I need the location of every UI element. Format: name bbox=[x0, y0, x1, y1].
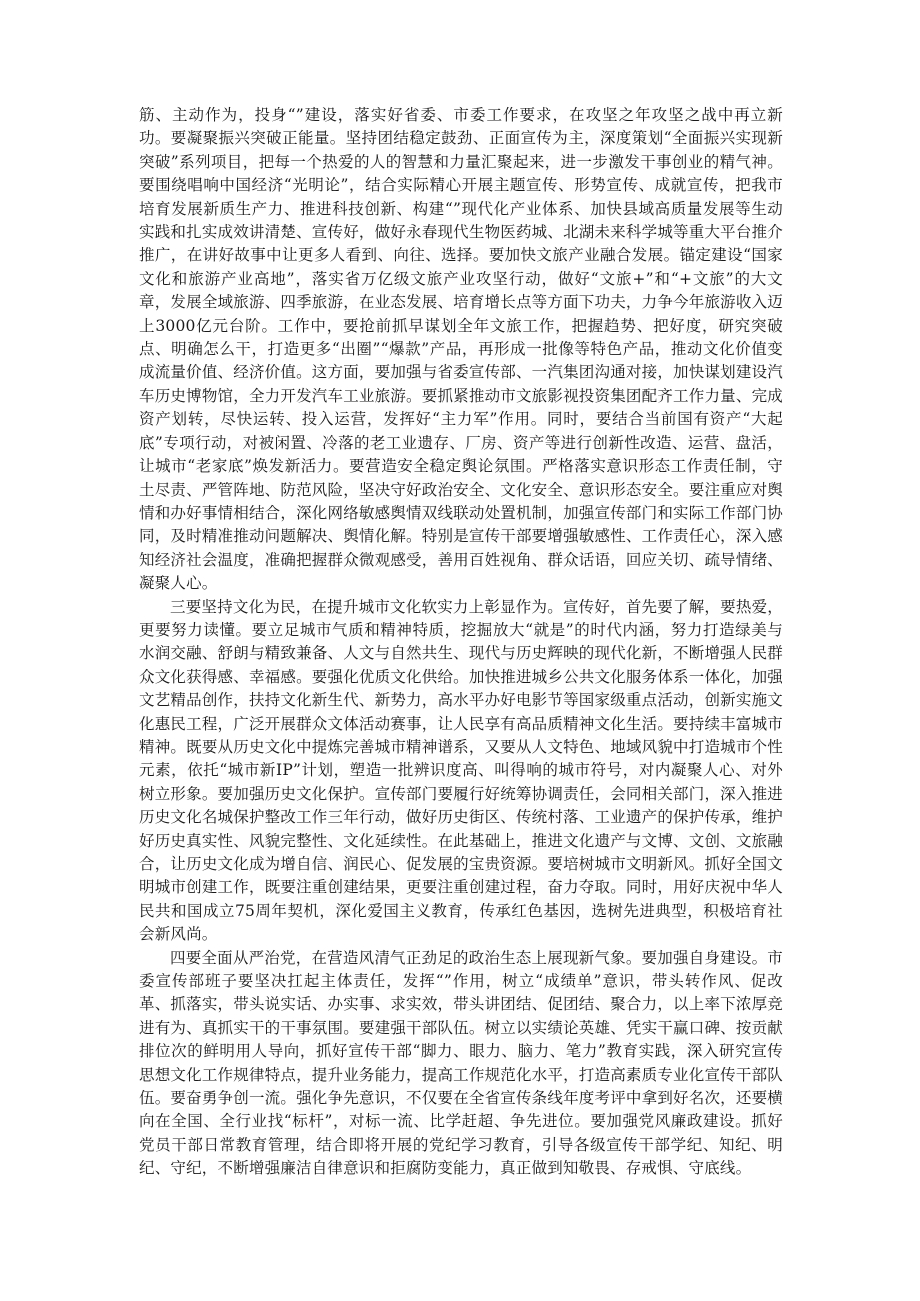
paragraph-section-three: 三要坚持文化为民，在提升城市文化软实力上彰显作为。宣传好，首先要了解，要热爱，更要努力读懂。要立足城市气质和精神特质，挖掘放大“就是”的时代内涵，努力打造绿美与水润交融、舒朗与精致兼备、人文与自然共生、现代与历史辉映的现代化新，不断增强人民群众文化获得感、幸福感。要强化优质文化供给。加快推进城乡公共文化服务体系一体化，加强文艺精品创作，扶持文化新生代、新势力，高水平办好电影节等国家级重点活动，创新实施文化惠民工程，广泛开展群众文体活动赛事，让人民享有高品质精神文化生活。要持续丰富城市精神。既要从历史文化中提炼完善城市精神谱系，又要从人文特色、地域风貌中打造城市个性元素，依托“城市新IP”计划，塑造一批辨识度高、叫得响的城市符号，对内凝聚人心、对外树立形象。要加强历史文化保护。宣传部门要履行好统筹协调责任，会同相关部门，深入推进历史文化名城保护整改工作三年行动，做好历史街区、传统村落、工业遗产的保护传承，维护好历史真实性、风貌完整性、文化延续性。在此基础上，推进文化遗产与文博、文创、文旅融合，让历史文化成为增自信、润民心、促发展的宝贵资源。要培树城市文明新风。抓好全国文明城市创建工作，既要注重创建结果，更要注重创建过程，奋力夺取。同时，用好庆祝中华人民共和国成立75周年契机，深化爱国主义教育，传承红色基因，选树先进典型，积极培育社会新风尚。 bbox=[139, 597, 783, 944]
paragraph-continuation: 筋、主动作为，投身“”建设，落实好省委、市委工作要求，在攻坚之年攻坚之战中再立新功。要凝聚振兴突破正能量。坚持团结稳定鼓劲、正面宣传为主，深度策划“全面振兴实现新突破”系列项目，把每一个热爱的人的智慧和力量汇聚起来，进一步激发干事创业的精气神。要围绕唱响中国经济“光明论”，结合实际精心开展主题宣传、形势宣传、成就宣传，把我市培育发展新质生产力、推进科技创新、构建“”现代化产业体系、加快县域高质量发展等生动实践和扎实成效讲清楚、宣传好，做好永春现代生物医药城、北湖未来科学城等重大平台推介推广，在讲好故事中让更多人看到、向往、选择。要加快文旅产业融合发展。锚定建设“国家文化和旅游产业高地”，落实省万亿级文旅产业攻坚行动，做好“文旅+”和“+文旅”的大文章，发展全域旅游、四季旅游，在业态发展、培育增长点等方面下功夫，力争今年旅游收入迈上3000亿元台阶。工作中，要抢前抓早谋划全年文旅工作，把握趋势、把好度，研究突破点、明确怎么干，打造更多“出圈”“爆款”产品，再形成一批像等特色产品，推动文化价值变成流量价值、经济价值。这方面，要加强与省委宣传部、一汽集团沟通对接，加快谋划建设汽车历史博物馆，全力开发汽车工业旅游。要抓紧推动市文旅影视投资集团配齐工作力量、完成资产划转，尽快运转、投入运营，发挥好“主力军”作用。同时，要结合当前国有资产“大起底”专项行动，对被闲置、冷落的老工业遗存、厂房、资产等进行创新性改造、运营、盘活，让城市“老家底”焕发新活力。要营造安全稳定舆论氛围。严格落实意识形态工作责任制，守土尽责、严管阵地、防范风险，坚决守好政治安全、文化安全、意识形态安全。要注重应对舆情和办好事情相结合，深化网络敏感舆情双线联动处置机制，加强宣传部门和实际工作部门协同，及时精准推动问题解决、舆情化解。特别是宣传干部要增强敏感性、工作责任心，深入感知经济社会温度，准确把握群众微观感受，善用百姓视角、群众话语，回应关切、疏导情绪、凝聚人心。 bbox=[139, 106, 783, 593]
paragraph-section-four: 四要全面从严治党，在营造风清气正劲足的政治生态上展现新气象。要加强自身建设。市委宣传部班子要坚决扛起主体责任，发挥“”作用，树立“成绩单”意识，带头转作风、促改革、抓落实，带头说实话、办实事、求实效，带头讲团结、促团结、聚合力，以上率下浓厚竞进有为、真抓实干的干事氛围。要建强干部队伍。树立以实绩论英雄、凭实干赢口碑、按贡献排位次的鲜明用人导向，抓好宣传干部“脚力、眼力、脑力、笔力”教育实践，深入研究宣传思想文化工作规律特点，提升业务能力，提高工作规范化水平，打造高素质专业化宣传干部队伍。要奋勇争创一流。强化争先意识，不仅要在全省宣传条线年度考评中拿到好名次，还要横向在全国、全行业找“标杆”，对标一流、比学赶超、争先进位。要加强党风廉政建设。抓好党员干部日常教育管理，结合即将开展的党纪学习教育，引导各级宣传干部学纪、知纪、明纪、守纪，不断增强廉洁自律意识和拒腐防变能力，真正做到知敬畏、存戒惧、守底线。 bbox=[139, 948, 783, 1178]
document-body bbox=[139, 104, 783, 1181]
